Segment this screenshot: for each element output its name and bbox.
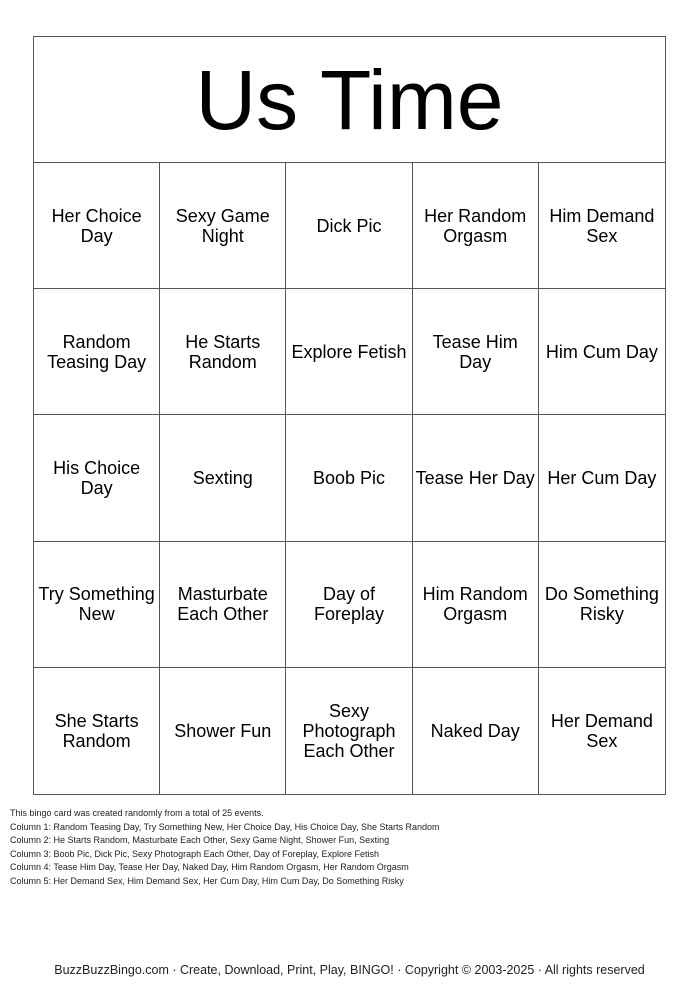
bingo-cell: Tease Her Day [413,415,539,541]
bingo-cell: Boob Pic [286,415,412,541]
bingo-cell: Her Choice Day [34,163,160,289]
card-title: Us Time [34,37,665,163]
bingo-cell: Do Something Risky [539,542,665,668]
info-column-list: Column 1: Random Teasing Day, Try Something New, Her Choice Day, His Choice Day, She Starts Random [10,821,440,832]
bingo-cell: Masturbate Each Other [160,542,286,668]
info-column-list: Column 5: Her Demand Sex, Him Demand Sex, Her Cum Day, Him Cum Day, Do Something Risky [10,875,404,886]
bingo-card [33,36,666,795]
bingo-cell: Random Teasing Day [34,289,160,415]
bingo-cell: Day of Foreplay [286,542,412,668]
bingo-cell: His Choice Day [34,415,160,541]
bingo-grid [34,163,665,794]
bingo-cell: Dick Pic [286,163,412,289]
bingo-cell: Naked Day [413,668,539,794]
bingo-cell: Shower Fun [160,668,286,794]
bingo-cell: He Starts Random [160,289,286,415]
bingo-cell: Sexy Game Night [160,163,286,289]
info-intro: This bingo card was created randomly from a total of 25 events. [10,808,264,818]
bingo-cell: Try Something New [34,542,160,668]
bingo-cell: She Starts Random [34,668,160,794]
bingo-cell: Tease Him Day [413,289,539,415]
info-column-list: Column 4: Tease Him Day, Tease Her Day, Naked Day, Him Random Orgasm, Her Random Orgasm [10,862,409,872]
card-info [10,807,690,888]
footer-copyright: BuzzBuzzBingo.com · Create, Download, Print, Play, BINGO! · Copyright © 2003-2025 · All rights reserved [54,963,645,977]
bingo-cell: Her Cum Day [539,415,665,541]
bingo-cell: Sexy Photograph Each Other [286,668,412,794]
bingo-cell: Him Random Orgasm [413,542,539,668]
info-column-list: Column 2: He Starts Random, Masturbate Each Other, Sexy Game Night, Shower Fun, Sexting [10,835,390,845]
bingo-cell: Him Demand Sex [539,163,665,289]
bingo-cell: Him Cum Day [539,289,665,415]
bingo-cell: Sexting [160,415,286,541]
bingo-cell: Her Demand Sex [550,710,653,751]
bingo-cell: Her Random Orgasm [413,163,539,289]
bingo-cell: Explore Fetish [286,289,412,415]
info-column-list: Column 3: Boob Pic, Dick Pic, Sexy Photograph Each Other, Day of Foreplay, Explore Fetish [10,848,380,859]
